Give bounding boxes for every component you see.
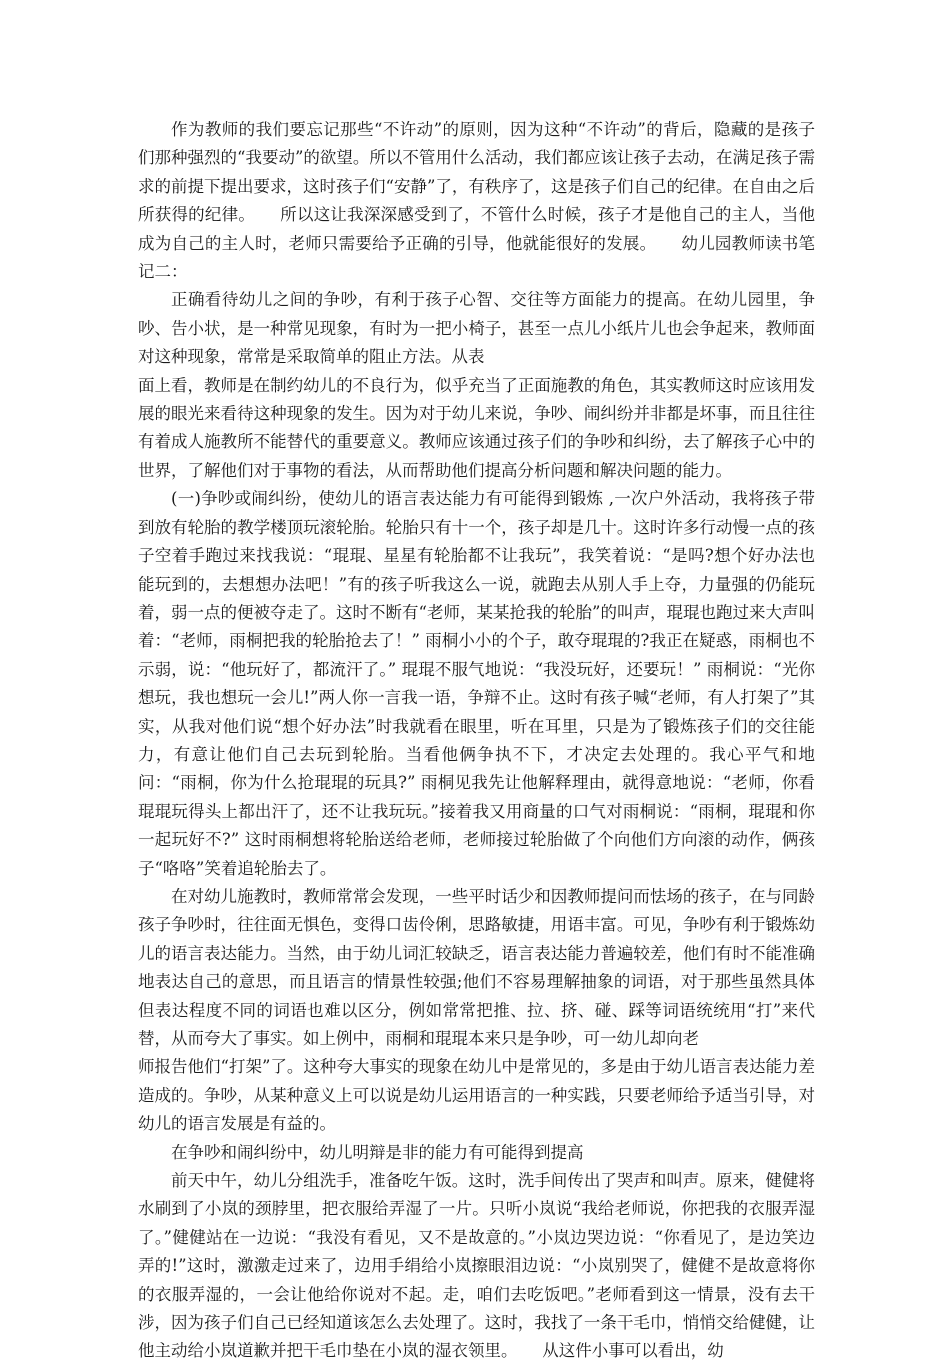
paragraph-1: 作为教师的我们要忘记那些“不许动”的原则，因为这种“不许动”的背后，隐藏的是孩子们那种强烈的“我要动”的欲望。所以不管用什么活动，我们都应该让孩子去动，在满足孩子需求的前提下提出要求，这时孩子们“安静”了，有秩序了，这是孩子们自己的纪律。在自由之后所获得的纪律。 所以这让我深深感受到了，不管什么时候，孩子才是他自己的主人，当他成为自己的主人时，老师只需要给予正确的引导，他就能很好的发展。 幼儿园教师读书笔记二：: [138, 120, 815, 282]
paragraph-6: 师报告他们“打架”了。这种夸大事实的现象在幼儿中是常见的，多是由于幼儿语言表达能力差造成的。争吵，从某种意义上可以说是幼儿运用语言的一种实践，只要老师给予适当引导，对幼儿的语言发展是有益的。: [138, 1057, 815, 1134]
paragraph-4: (一)争吵或闹纠纷，使幼儿的语言表达能力有可能得到锻炼 ,一次户外活动，我将孩子带到放有轮胎的教学楼顶玩滚轮胎。轮胎只有十一个，孩子却是几十。这时许多行动慢一点的孩子空着手跑过来找我说：“琨琨、星星有轮胎都不让我玩”，我笑着说：“是吗?想个好办法也能玩到的，去想想办法吧！”有的孩子听我这么一说，就跑去从别人手上夺，力量强的仍能玩着，弱一点的便被夺走了。这时不断有“老师，某某抢我的轮胎”的叫声，琨琨也跑过来大声叫着：“老师，雨桐把我的轮胎抢去了！” 雨桐小小的个子，敢夺琨琨的?我正在疑惑，雨桐也不示弱，说：“他玩好了，都流汗了。” 琨琨不服气地说：“我没玩好，还要玩！” 雨桐说：“光你想玩，我也想玩一会儿!”两人你一言我一语，争辩不止。这时有孩子喊“老师，有人打架了”其实，从我对他们说“想个好办法”时我就看在眼里，听在耳里，只是为了锻炼孩子们的交往能力，有意让他们自己去玩到轮胎。当看他俩争执不下，才决定去处理的。我心平气和地问：“雨桐，你为什么抢琨琨的玩具?” 雨桐见我先让他解释理由，就得意地说：“老师，你看琨琨玩得头上都出汗了，还不让我玩玩。”接着我又用商量的口气对雨桐说：“雨桐，琨琨和你一起玩好不?” 这时雨桐想将轮胎送给老师，老师接过轮胎做了个向他们方向滚的动作，俩孩子“咯咯”笑着追轮胎去了。: [138, 489, 815, 878]
paragraph-3: 面上看，教师是在制约幼儿的不良行为，似乎充当了正面施教的角色，其实教师这时应该用发展的眼光来看待这种现象的发生。因为对于幼儿来说，争吵、闹纠纷并非都是坏事，而且往往有着成人施教所不能替代的重要意义。教师应该通过孩子们的争吵和纠纷，去了解孩子心中的世界，了解他们对于事物的看法，从而帮助他们提高分析问题和解决问题的能力。: [138, 375, 815, 480]
paragraph-5: 在对幼儿施教时，教师常常会发现，一些平时话少和因教师提问而怯场的孩子，在与同龄孩子争吵时，往往面无惧色，变得口齿伶俐，思路敏捷，用语丰富。可见，争吵有利于锻炼幼儿的语言表达能力。当然，由于幼儿词汇较缺乏，语言表达能力普遍较差，他们有时不能准确地表达自己的意思，而且语言的情景性较强;他们不容易理解抽象的词语，对于那些虽然具体但表达程度不同的词语也难以区分，例如常常把推、拉、挤、碰、踩等词语统统用“打”来代替，从而夸大了事实。如上例中，雨桐和琨琨本来只是争吵，可一幼儿却向老: [138, 886, 815, 1048]
document-body: [138, 116, 815, 1366]
section-heading: 在争吵和闹纠纷中，幼儿明辩是非的能力有可能得到提高: [171, 1142, 584, 1162]
paragraph-2: 正确看待幼儿之间的争吵，有利于孩子心智、交往等方面能力的提高。在幼儿园里，争吵、告小状，是一种常见现象，有时为一把小椅子，甚至一点儿小纸片儿也会争起来，教师面对这种现象，常常是采取简单的阻止方法。从表: [138, 290, 815, 367]
paragraph-8: 前天中午，幼儿分组洗手，准备吃午饭。这时，洗手间传出了哭声和叫声。原来，健健将水刷到了小岚的颈脖里，把衣服给弄湿了一片。只听小岚说“我给老师说，你把我的衣服弄湿了。”健健站在一边说：“我没有看见，又不是故意的。”小岚边哭边说：“你看见了，是边笑边弄的!”这时，激激走过来了，边用手绢给小岚擦眼泪边说：“小岚别哭了，健健不是故意将你的衣服弄湿的，一会让他给你说对不起。走，咱们去吃饭吧。”老师看到这一情景，没有去干涉，因为孩子们自己已经知道该怎么去处理了。这时，我找了一条干毛巾，悄悄交给健健，让他主动给小岚道歉并把干毛巾垫在小岚的湿衣领里。 从这件小事可以看出，幼: [138, 1171, 815, 1361]
